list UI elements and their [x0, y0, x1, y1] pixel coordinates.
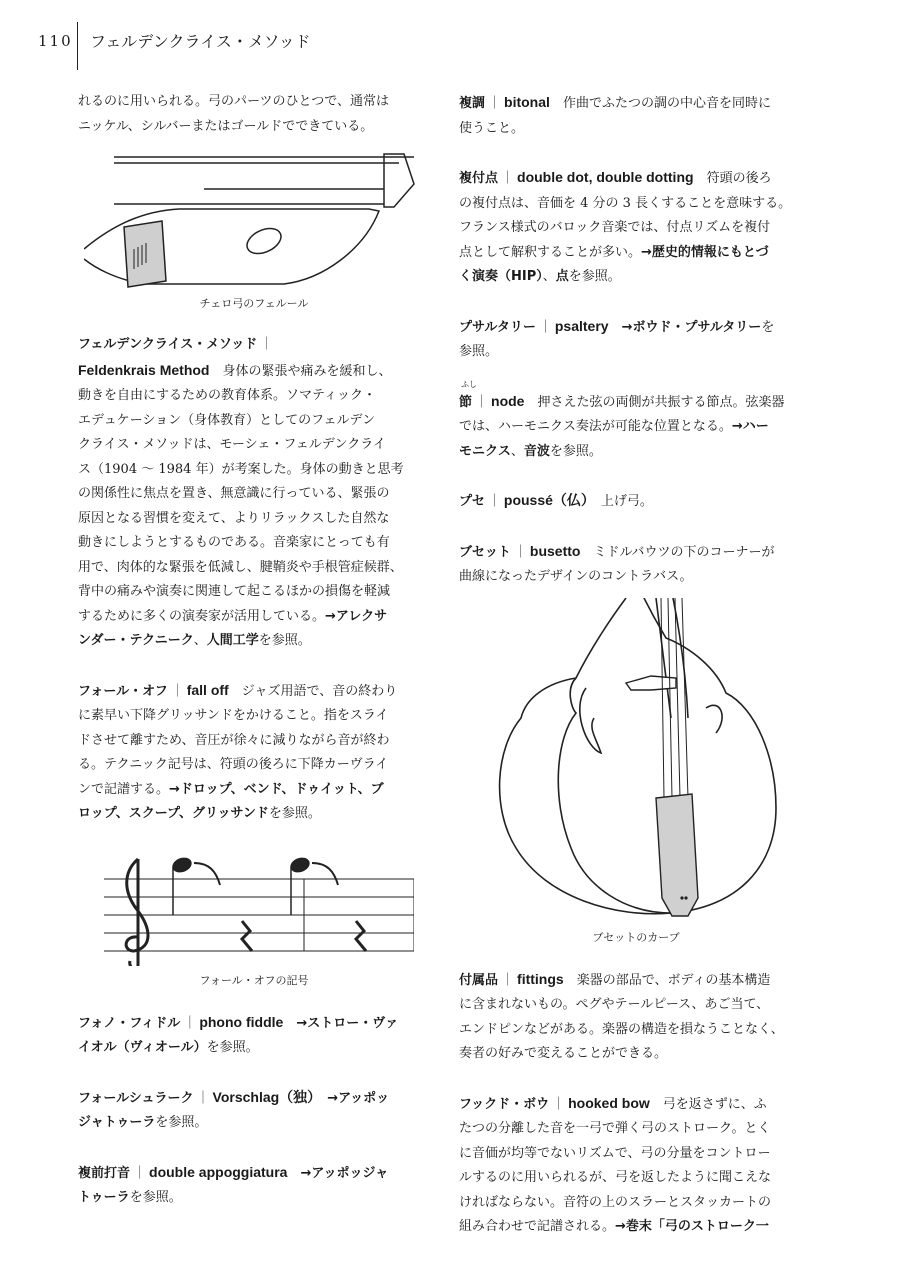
headword-english: fall off — [186, 681, 229, 698]
figure-caption: チェロ弓のフェルール — [199, 297, 309, 310]
headword: プセ — [459, 494, 485, 509]
cross-reference[interactable]: く演奏（HIP） — [459, 269, 543, 284]
cross-reference[interactable]: →ボウド・プサルタリー — [621, 319, 762, 335]
headword: フォール・オフ — [78, 683, 168, 699]
headword: ブセット — [459, 544, 511, 560]
cross-reference[interactable]: ロップ、スクープ、グリッサンド — [78, 806, 269, 821]
continued-text: れるのに用いられる。弓のパーツのひとつで、通常は ニッケル、シルバーまたはゴールドでできている。 — [78, 94, 389, 134]
headword: 複付点 — [459, 171, 499, 186]
cello-bow-ferrule-illustration — [84, 149, 424, 289]
fall-off-notation-illustration — [94, 851, 414, 966]
entry-fittings: 付属品 ｜ fittings 楽器の部品で、ボディの基本構造 に含まれないもの。ペグやテールピース、あご当て、 エンドピンなどがある。楽器の構造を損なうことなく、 奏者の好みで変えることができる。 — [459, 970, 784, 1061]
entry-phono-fiddle: フォノ・フィドル ｜ phono fiddle →ストロー・ヴァ イオル（ヴィオール）を参照。 — [78, 1013, 399, 1055]
entry-double-dot: 複付点 ｜ double dot, double dotting 符頭の後ろ の複付点は、音価を 4 分の 3 長くすることを意味する。 フランス様式のバロック音楽では、付点リズムを複付 点として解釈することが多い。→歴史的情報にもとづ く演奏（HIP）、点を参照。 — [459, 169, 792, 284]
figure-caption: フォール・オフの記号 — [199, 973, 309, 987]
cross-reference[interactable]: 人間工学 — [206, 633, 259, 648]
entry-double-appoggiatura: 複前打音 ｜ double appoggiatura →アッポッジャ トゥーラを参照。 — [78, 1163, 389, 1205]
cross-reference[interactable]: →ドロップ、ベンド、ドゥイット、ブ — [169, 781, 384, 797]
headword-english: Feldenkrais Method — [78, 361, 210, 378]
cross-reference[interactable]: →アッポッジャ — [300, 1165, 389, 1181]
right-column — [459, 90, 813, 1264]
cross-reference[interactable]: →巻末「弓のストローク一 — [615, 1219, 769, 1234]
cross-reference[interactable]: ンダー・テクニーク — [78, 633, 194, 648]
headword-english: hooked bow — [568, 1094, 650, 1111]
headword-english: double dot, double dotting — [517, 169, 694, 185]
entry-node: ふし 節 ｜ node 押さえた弦の両側が共振する節点。弦楽器 では、ハーモニクス奏法が可能な位置となる。→ハー モニクス、音波を参照。 — [459, 381, 813, 465]
cross-reference[interactable]: →アレクサ — [325, 608, 388, 624]
headword: 節 — [459, 394, 473, 410]
page-number: 110 — [38, 32, 73, 50]
entry-pousse: プセ ｜ poussé（仏） 上げ弓。 — [459, 492, 653, 509]
headword-english: node — [491, 392, 525, 409]
headword: フックド・ボウ — [459, 1096, 550, 1112]
cross-reference[interactable]: →アッポッ — [327, 1090, 390, 1106]
page-header — [0, 22, 910, 72]
cross-reference[interactable]: イオル（ヴィオール） — [78, 1040, 207, 1055]
figure-caption: ブセットのカーブ — [592, 930, 680, 944]
entry-fall-off: フォール・オフ ｜ fall off ジャズ用語で、音の終わり に素早い下降グリッサンドをかけること。指をスライ ドさせて離すため、音圧が徐々に減りながら音が終わ る。テクニック記号は、符頭の後ろに下降カーヴライ ンで記譜する。→ドロップ、ベンド、ドゥイット、ブ ロップ、スクープ、グリッサンドを参照。 — [78, 681, 398, 821]
headword-english: poussé（仏） — [503, 492, 588, 508]
left-column — [78, 90, 430, 1235]
entry-hooked-bow: フックド・ボウ ｜ hooked bow 弓を返さずに、ふ たつの分離した音を一弓で弾く弓のストローク。とく に音価が均等でないリズムで、弓の分量をコントロー ルするのに用いられるが、弓を返したように聞こえな ければならない。音符の上のスラーとスタッカートの 組み合わせで記譜される。→巻末「弓のストローク一 — [459, 1094, 772, 1234]
headword-english: bitonal — [504, 94, 550, 110]
headword-english: double appoggiatura — [149, 1163, 288, 1180]
cross-reference[interactable]: ジャトゥーラ — [78, 1115, 156, 1130]
cross-reference[interactable]: →ハー — [731, 419, 769, 434]
headword-english: phono fiddle — [199, 1013, 284, 1030]
entry-vorschlag: フォールシュラーク ｜ Vorschlag（独） →アッポッ ジャトゥーラを参照。 — [78, 1088, 390, 1130]
furigana: ふし — [461, 379, 477, 389]
entry-busetto: ブセット ｜ busetto ミドルバウツの下のコーナーが 曲線になったデザインのコントラバス。 — [459, 542, 775, 584]
headword-english: psaltery — [554, 317, 609, 334]
entry-feldenkrais: フェルデンクライス・メソッド ｜ Feldenkrais Method 身体の緊張や痛みを緩和し、 動きを自由にするための教育体系。ソマティック・ エデュケーション（身体教育）としてのフェルデン クライス・メソッドは、モーシェ・フェルデンクライ ス（1904 〜 1984 年）が考案した。身体の動きと思考 の関係性に焦点を置き、無意識に行っている、緊張の 原因となる習慣を変えて、よりリラックスした自然な 動きにしようとするものである。音楽家にとっても有 用で、肉体的な緊張を低減し、腱鞘炎や手根管症候群、 背中の痛みや演奏に関連して起こるほかの損傷を軽減 するために多くの演奏家が活用している。→アレクサ ンダー・テクニーク、人間工学を参照。 — [78, 337, 404, 648]
running-title: フェルデンクライス・メソッド — [90, 32, 311, 51]
cross-reference[interactable]: モニクス — [459, 443, 511, 459]
headword: 付属品 — [459, 972, 499, 988]
headword-english: Vorschlag（独） — [212, 1088, 315, 1105]
headword: 複調 — [459, 96, 486, 111]
cross-reference[interactable]: トゥーラ — [78, 1190, 130, 1205]
cross-reference[interactable]: 点 — [555, 269, 569, 284]
headword-english: fittings — [517, 970, 564, 987]
headword: フォールシュラーク — [78, 1090, 194, 1106]
figure-cello-ferrule — [78, 149, 430, 311]
cross-reference[interactable]: →ストロー・ヴァ — [296, 1015, 399, 1031]
headword: プサルタリー — [459, 319, 536, 335]
figure-busetto-curve — [459, 598, 813, 945]
headword: フェルデンクライス・メソッド — [78, 337, 258, 352]
busetto-contrabass-illustration — [476, 598, 796, 923]
cross-reference[interactable]: 音波 — [523, 443, 550, 459]
figure-fall-off-symbol — [78, 851, 430, 988]
headword: 複前打音 — [78, 1165, 131, 1181]
entry-bitonal: 複調 ｜ bitonal 作曲でふたつの調の中心音を同時に 使うこと。 — [459, 94, 771, 136]
headword-english: busetto — [529, 542, 581, 559]
entry-psaltery: プサルタリー ｜ psaltery →ボウド・プサルタリーを 参照。 — [459, 317, 775, 359]
cross-reference[interactable]: →歴史的情報にもとづ — [641, 244, 769, 260]
header-divider — [77, 22, 78, 70]
headword: フォノ・フィドル — [78, 1015, 181, 1031]
